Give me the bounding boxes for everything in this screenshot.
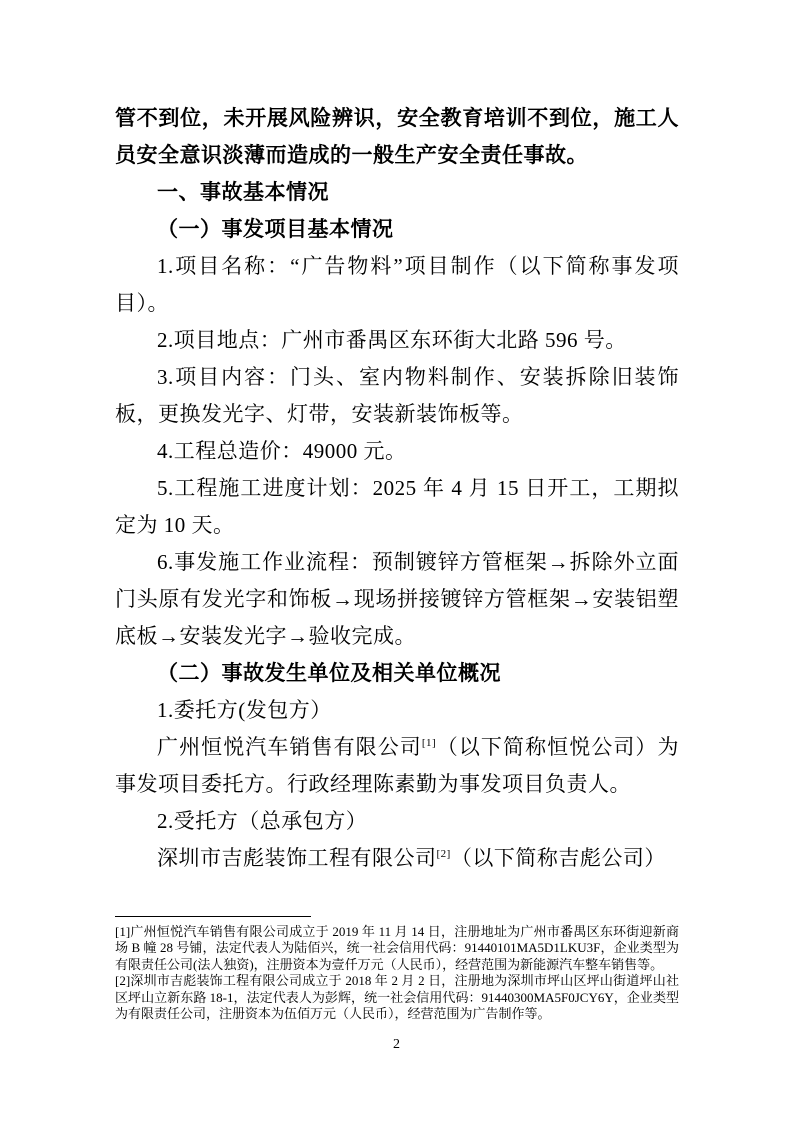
document-body <box>115 100 679 877</box>
party2-company-name: 深圳市吉彪装饰工程有限公司 <box>157 846 437 870</box>
project-location-item: 2.项目地点：广州市番禺区东环街大北路 596 号。 <box>157 328 627 352</box>
footnote-ref-1: [1] <box>421 737 437 749</box>
footnote-ref-2: [2] <box>436 848 451 860</box>
project-cost-item: 4.工程总造价：49000 元。 <box>157 439 407 463</box>
project-schedule-item: 5.工程施工进度计划：2025 年 4 月 15 日开工，工期拟定为 10 天。 <box>115 476 679 537</box>
party2-paragraph <box>115 840 679 877</box>
party1-company-name: 广州恒悦汽车销售有限公司 <box>157 735 422 759</box>
project-name-item: 1.项目名称：“广告物料”项目制作（以下简称事发项目）。 <box>115 254 679 315</box>
work-process-item: 6.事发施工作业流程：预制镀锌方管框架→拆除外立面门头原有发光字和饰板→现场拼接镀锌方管框架→安装铝塑底板→安装发光字→验收完成。 <box>115 550 679 648</box>
footnote-1: [1]广州恒悦汽车销售有限公司成立于 2019 年 11 月 14 日，注册地址为广州市番禺区东环街迎新商场 B 幢 28 号铺，法定代表人为陆佰兴，统一社会信用代码：91440101MA5D1LKU3F，企业类型为有限责任公司(法人独资)，注册资本为壹仟万元（人民币），经营范围为新能源汽车整车销售等。 <box>115 924 679 972</box>
footnote-2: [2]深圳市吉彪装饰工程有限公司成立于 2018 年 2 月 2 日，注册地为深圳市坪山区坪山街道坪山社区坪山立新东路 18-1，法定代表人为彭辉，统一社会信用代码：91440300MA5F0JCY6Y，企业类型为有限责任公司，注册资本为伍佰万元（人民币），经营范围为广告制作等。 <box>115 973 679 1022</box>
party1-description: （以下简称恒悦公司）为事发项目委托方。行政经理陈素勤为事发项目负责人。 <box>115 735 680 796</box>
party2-description: （以下简称吉彪公司） <box>450 846 666 870</box>
page-number: 2 <box>393 1037 400 1052</box>
party1-label: 1.委托方(发包方） <box>157 698 332 722</box>
intro-paragraph: 管不到位，未开展风险辨识，安全教育培训不到位，施工人员安全意识淡薄而造成的一般生产安全责任事故。 <box>115 106 679 167</box>
section-heading-1: 一、事故基本情况 <box>157 181 329 204</box>
subsection-heading-1-2: （二）事故发生单位及相关单位概况 <box>157 661 501 685</box>
party1-paragraph <box>115 729 679 803</box>
footnote-separator <box>115 916 311 917</box>
subsection-heading-1-1: （一）事发项目基本情况 <box>157 217 394 241</box>
footnote-section <box>115 916 679 1022</box>
project-content-item: 3.项目内容：门头、室内物料制作、安装拆除旧装饰板，更换发光字、灯带，安装新装饰板等。 <box>115 365 679 426</box>
party2-label: 2.受托方（总承包方） <box>157 809 368 833</box>
